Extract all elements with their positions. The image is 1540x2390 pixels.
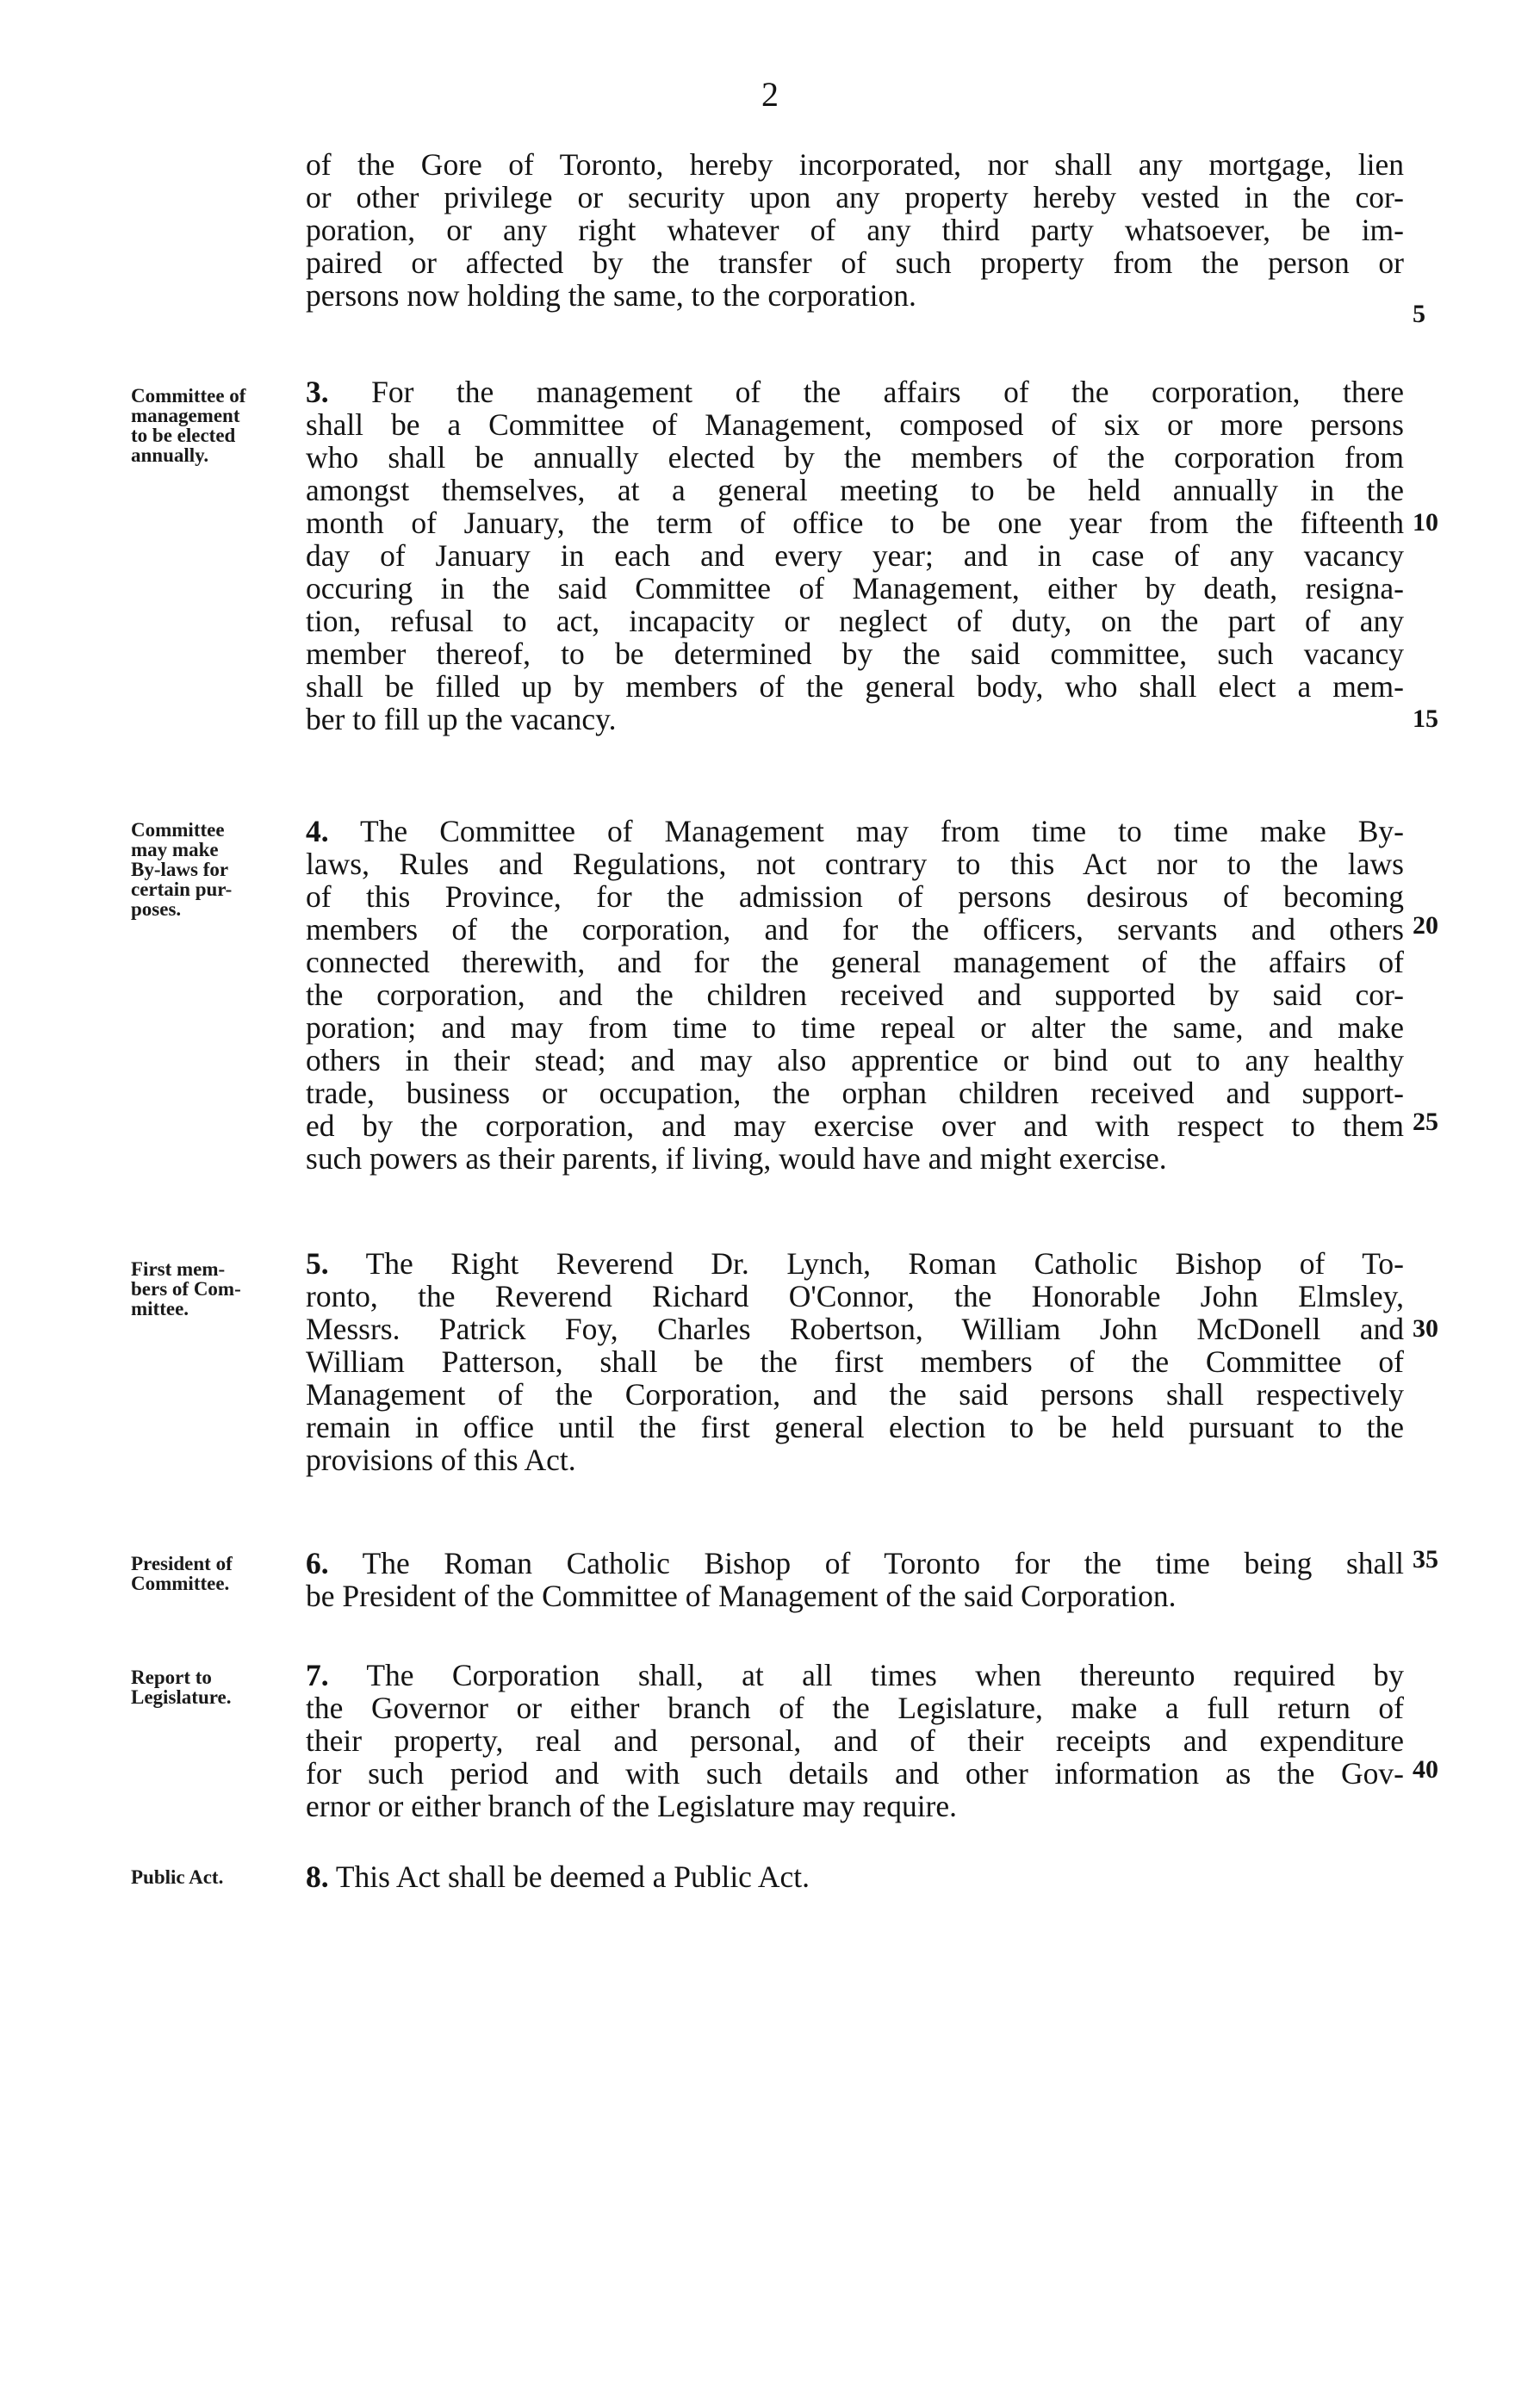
line-number: 20 <box>1413 911 1438 940</box>
text-line: remain in office until the first general election to be held pursuant to the <box>306 1410 1404 1444</box>
text-line: or other privilege or security upon any property hereby vested in the cor- <box>306 180 1404 214</box>
section-number: 3. <box>306 375 329 409</box>
text-line: 4. The Committee of Management may from time to time make By- <box>306 814 1404 848</box>
text-line: shall be filled up by members of the general body, who shall elect a mem- <box>306 669 1404 704</box>
text-line: ernor or either branch of the Legislature may require. <box>306 1789 958 1823</box>
text-line: provisions of this Act. <box>306 1443 576 1477</box>
margin-note-section-4: Committee may make By-laws for certain pur- poses. <box>131 819 233 920</box>
text-line: laws, Rules and Regulations, not contrary to this Act nor to the laws <box>306 847 1404 881</box>
text-line: the Governor or either branch of the Legislature, make a full return of <box>306 1691 1404 1725</box>
text-line: the corporation, and the children received and supported by said cor- <box>306 978 1404 1012</box>
text-line: trade, business or occupation, the orphan children received and support- <box>306 1076 1404 1110</box>
margin-note-section-8: Public Act. <box>131 1866 224 1888</box>
line-number: 40 <box>1413 1755 1438 1784</box>
text-line: Management of the Corporation, and the said persons shall respectively <box>306 1377 1404 1412</box>
text-line: ronto, the Reverend Richard O'Connor, the Honorable John Elmsley, <box>306 1279 1404 1313</box>
line-number: 35 <box>1413 1545 1438 1574</box>
text-line: their property, real and personal, and of their receipts and expenditure <box>306 1723 1404 1758</box>
text-line: poration, or any right whatever of any third party whatsoever, be im- <box>306 213 1404 247</box>
text-line: for such period and with such details and other information as the Gov- <box>306 1756 1404 1791</box>
text-line: of this Province, for the admission of persons desirous of becoming <box>306 879 1404 914</box>
line-number: 25 <box>1413 1108 1438 1136</box>
text-line: such powers as their parents, if living, would have and might exercise. <box>306 1141 1167 1176</box>
section-6 <box>306 1547 1404 1612</box>
text-line: paired or affected by the transfer of such property from the person or <box>306 245 1404 280</box>
text-line: who shall be annually elected by the members of the corporation from <box>306 440 1404 475</box>
text-line: persons now holding the same, to the corporation. <box>306 278 916 313</box>
section-5 <box>306 1247 1404 1476</box>
text-line: 8. This Act shall be deemed a Public Act. <box>306 1859 810 1894</box>
text-line: members of the corporation, and for the officers, servants and others <box>306 912 1404 947</box>
section-3 <box>306 376 1404 736</box>
section-7 <box>306 1659 1404 1822</box>
text-line: connected therewith, and for the general management of the affairs of <box>306 945 1404 979</box>
text-line: member thereof, to be determined by the said committee, such vacancy <box>306 636 1404 671</box>
text-line: 6. The Roman Catholic Bishop of Toronto for the time being shall <box>306 1546 1404 1580</box>
text-line: William Patterson, shall be the first members of the Committee of <box>306 1344 1404 1379</box>
text-line: month of January, the term of office to be one year from the fifteenth <box>306 506 1404 540</box>
margin-note-section-5: First mem- bers of Com- mittee. <box>131 1258 241 1319</box>
text-line: shall be a Committee of Management, composed of six or more persons <box>306 407 1404 442</box>
text-line: occuring in the said Committee of Management, either by death, resigna- <box>306 571 1404 605</box>
text-line: day of January in each and every year; and in case of any vacancy <box>306 538 1404 573</box>
section-number: 4. <box>306 814 329 848</box>
text-line: 7. The Corporation shall, at all times when thereunto required by <box>306 1658 1405 1692</box>
page-number: 2 <box>761 75 779 114</box>
line-number: 15 <box>1413 705 1438 733</box>
section-number: 6. <box>306 1546 329 1580</box>
text-line: of the Gore of Toronto, hereby incorporated, nor shall any mortgage, lien <box>306 147 1404 182</box>
section-number: 8. <box>306 1859 329 1894</box>
line-number: 5 <box>1413 300 1425 328</box>
text-line: ed by the corporation, and may exercise over and with respect to them <box>306 1108 1404 1143</box>
margin-note-section-3: Committee of management to be elected annually. <box>131 385 246 466</box>
text-line: amongst themselves, at a general meeting to be held annually in the <box>306 473 1404 507</box>
margin-note-section-7: Report to Legislature. <box>131 1667 232 1708</box>
text-line: 5. The Right Reverend Dr. Lynch, Roman Catholic Bishop of To- <box>306 1246 1404 1281</box>
text-line: tion, refusal to act, incapacity or neglect of duty, on the part of any <box>306 604 1404 638</box>
section-8 <box>306 1860 1404 1893</box>
section-number: 7. <box>306 1658 329 1692</box>
text-line: be President of the Committee of Management of the said Corporation. <box>306 1579 1177 1613</box>
opening-paragraph <box>306 148 1404 312</box>
line-number: 10 <box>1413 508 1438 537</box>
text-line: poration; and may from time to time repeal or alter the same, and make <box>306 1010 1404 1045</box>
text-line: Messrs. Patrick Foy, Charles Robertson, William John McDonell and <box>306 1312 1404 1346</box>
text-line: others in their stead; and may also apprentice or bind out to any healthy <box>306 1043 1404 1077</box>
section-4 <box>306 815 1404 1175</box>
section-number: 5. <box>306 1246 329 1281</box>
line-number: 30 <box>1413 1314 1438 1343</box>
text-line: 3. For the management of the affairs of the corporation, there <box>306 375 1405 409</box>
margin-note-section-6: President of Committee. <box>131 1553 233 1594</box>
text-line: ber to fill up the vacancy. <box>306 702 617 736</box>
